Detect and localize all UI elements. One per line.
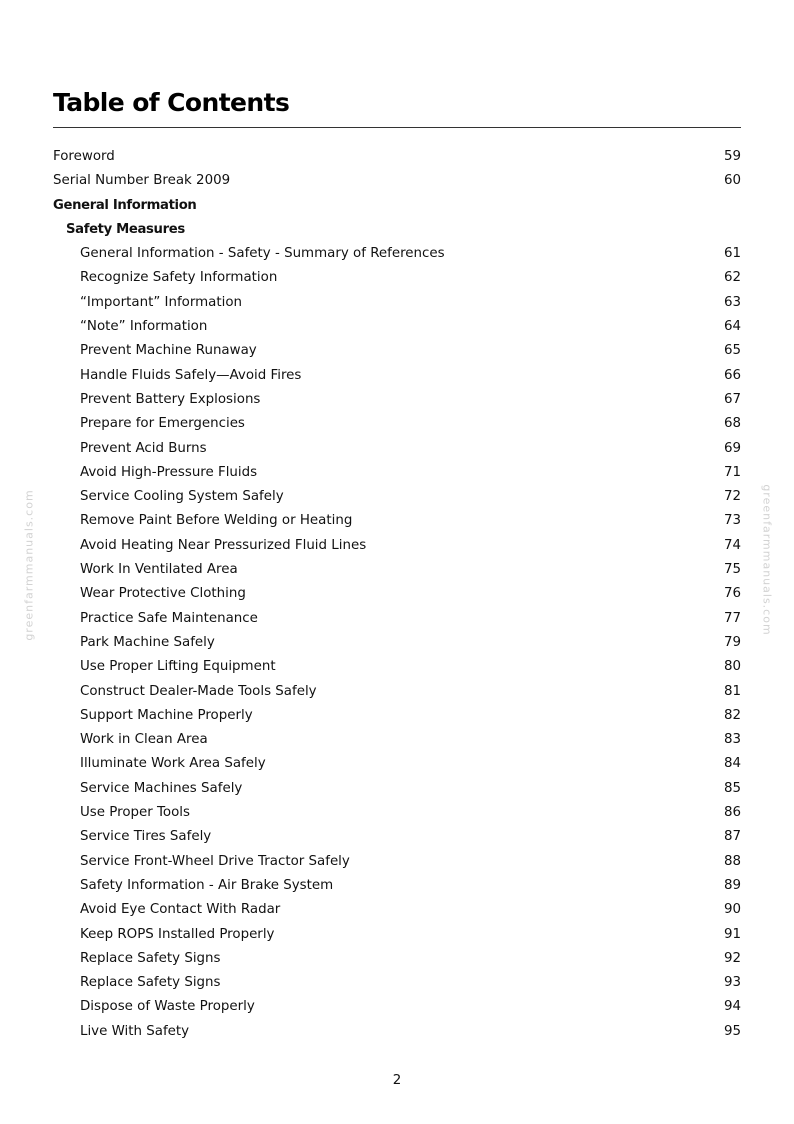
- toc-entry[interactable]: [53, 169, 741, 193]
- toc-entry-label: Prevent Acid Burns: [80, 440, 207, 456]
- toc-entry[interactable]: [53, 388, 741, 412]
- toc-entry[interactable]: [53, 728, 741, 752]
- toc-entry[interactable]: [53, 825, 741, 849]
- toc-entry[interactable]: [53, 266, 741, 290]
- toc-entry-label: Prevent Battery Explosions: [80, 391, 261, 407]
- toc-entry[interactable]: [53, 971, 741, 995]
- toc-entry-label: Keep ROPS Installed Properly: [80, 926, 275, 942]
- toc-entry[interactable]: [53, 655, 741, 679]
- toc-entry-page-number: 64: [723, 319, 741, 335]
- watermark-right: greenfarmmanuals.com: [760, 484, 774, 636]
- toc-entry-page-number: 62: [723, 270, 741, 286]
- toc-entry-page-number: 69: [723, 440, 741, 456]
- toc-entry[interactable]: [53, 291, 741, 315]
- toc-entry-label: Avoid Eye Contact With Radar: [80, 902, 281, 918]
- title-divider: [53, 127, 741, 128]
- page-title: Table of Contents: [53, 88, 290, 117]
- toc-entry-label: Replace Safety Signs: [80, 975, 221, 991]
- toc-entry-label: “Important” Information: [80, 294, 243, 310]
- toc-entry-label: Avoid Heating Near Pressurized Fluid Lines: [80, 537, 367, 553]
- toc-entry[interactable]: [53, 582, 741, 606]
- toc-entry-label: Prepare for Emergencies: [80, 416, 245, 432]
- toc-entry-label: Construct Dealer-Made Tools Safely: [80, 683, 317, 699]
- toc-entry-label: Foreword: [53, 149, 115, 164]
- toc-entry-page-number: 95: [723, 1023, 741, 1039]
- toc-entry-page-number: 74: [723, 537, 741, 553]
- toc-entry[interactable]: [53, 947, 741, 971]
- toc-entry-page-number: 88: [723, 853, 741, 869]
- toc-entry-page-number: 66: [723, 367, 741, 383]
- toc-entry[interactable]: [53, 485, 741, 509]
- toc-entry-label: Practice Safe Maintenance: [80, 610, 258, 626]
- page-number: 2: [392, 1073, 402, 1088]
- toc-entry-page-number: 61: [723, 246, 741, 262]
- toc-entry[interactable]: [53, 704, 741, 728]
- toc-entry-label: Use Proper Tools: [80, 805, 191, 821]
- toc-entry[interactable]: [53, 509, 741, 533]
- toc-entry-page-number: 67: [723, 391, 741, 407]
- toc-entry-label: General Information - Safety - Summary of References: [80, 246, 445, 262]
- toc-entry-label: Remove Paint Before Welding or Heating: [80, 513, 353, 529]
- watermark-left: greenfarmmanuals.com: [22, 489, 36, 641]
- toc-entry-page-number: 72: [723, 489, 741, 505]
- toc-list: [53, 145, 741, 1044]
- toc-entry-label: “Note” Information: [80, 319, 208, 335]
- toc-entry-label: Support Machine Properly: [80, 707, 253, 723]
- toc-entry[interactable]: [53, 534, 741, 558]
- toc-entry[interactable]: [53, 874, 741, 898]
- toc-entry-label: Service Front-Wheel Drive Tractor Safely: [80, 853, 350, 869]
- toc-entry[interactable]: [53, 680, 741, 704]
- toc-entry-page-number: 93: [723, 975, 741, 991]
- toc-entry[interactable]: [53, 364, 741, 388]
- toc-entry-label: Replace Safety Signs: [80, 950, 221, 966]
- toc-entry-page-number: 59: [723, 149, 741, 164]
- toc-entry[interactable]: [53, 461, 741, 485]
- toc-entry-label: Use Proper Lifting Equipment: [80, 659, 276, 675]
- toc-entry-page-number: 71: [723, 464, 741, 480]
- toc-entry[interactable]: [53, 242, 741, 266]
- toc-entry-label: Illuminate Work Area Safely: [80, 756, 266, 772]
- toc-entry[interactable]: [53, 412, 741, 436]
- toc-entry[interactable]: [53, 145, 741, 169]
- toc-entry-label: Serial Number Break 2009: [53, 173, 231, 189]
- toc-entry[interactable]: [53, 898, 741, 922]
- toc-entry-label: Prevent Machine Runaway: [80, 343, 257, 359]
- toc-entry[interactable]: [53, 752, 741, 776]
- toc-entry[interactable]: [53, 315, 741, 339]
- toc-entry-page-number: 80: [723, 659, 741, 675]
- toc-entry[interactable]: [53, 631, 741, 655]
- toc-entry-page-number: 73: [723, 513, 741, 529]
- toc-entry-page-number: 86: [723, 805, 741, 821]
- toc-entry-label: Wear Protective Clothing: [80, 586, 246, 602]
- toc-entry-label: Safety Information - Air Brake System: [80, 877, 334, 893]
- toc-entry-label: Handle Fluids Safely—Avoid Fires: [80, 367, 302, 383]
- toc-entry[interactable]: [53, 558, 741, 582]
- toc-entry-label: Safety Measures: [66, 221, 185, 237]
- toc-entry[interactable]: [53, 850, 741, 874]
- toc-entry[interactable]: [53, 339, 741, 363]
- toc-entry-page-number: 60: [723, 173, 741, 189]
- toc-entry-page-number: 92: [723, 950, 741, 966]
- toc-entry-label: Service Cooling System Safely: [80, 489, 284, 505]
- toc-entry[interactable]: [53, 923, 741, 947]
- toc-entry-page-number: 75: [723, 562, 741, 578]
- toc-entry-label: Service Machines Safely: [80, 780, 243, 796]
- toc-entry-label: Work In Ventilated Area: [80, 562, 238, 578]
- toc-entry-page-number: 76: [723, 586, 741, 602]
- toc-section-heading: [53, 218, 741, 242]
- toc-entry-page-number: 77: [723, 610, 741, 626]
- toc-entry-page-number: 91: [723, 926, 741, 942]
- toc-entry-page-number: 94: [723, 999, 741, 1015]
- toc-entry-page-number: 85: [723, 780, 741, 796]
- toc-entry[interactable]: [53, 437, 741, 461]
- toc-entry-label: Park Machine Safely: [80, 634, 215, 650]
- toc-entry-page-number: 83: [723, 732, 741, 748]
- toc-entry-page-number: 82: [723, 707, 741, 723]
- toc-entry-page-number: 87: [723, 829, 741, 845]
- toc-entry[interactable]: [53, 1020, 741, 1044]
- toc-entry-label: Live With Safety: [80, 1023, 190, 1039]
- toc-entry-page-number: 65: [723, 343, 741, 359]
- toc-entry-label: Recognize Safety Information: [80, 270, 278, 286]
- toc-entry-page-number: 68: [723, 416, 741, 432]
- toc-entry-page-number: 79: [723, 634, 741, 650]
- toc-entry-label: Work in Clean Area: [80, 732, 208, 748]
- toc-entry[interactable]: [53, 777, 741, 801]
- toc-entry-page-number: 89: [723, 877, 741, 893]
- toc-entry[interactable]: [53, 607, 741, 631]
- toc-entry-label: Dispose of Waste Properly: [80, 999, 255, 1015]
- toc-entry-label: Service Tires Safely: [80, 829, 212, 845]
- toc-entry-page-number: 63: [723, 294, 741, 310]
- toc-entry-label: General Information: [53, 197, 197, 213]
- toc-section-heading: [53, 194, 741, 218]
- toc-entry-page-number: 81: [723, 683, 741, 699]
- toc-entry-label: Avoid High-Pressure Fluids: [80, 464, 258, 480]
- toc-entry-page-number: 84: [723, 756, 741, 772]
- toc-entry[interactable]: [53, 995, 741, 1019]
- toc-entry[interactable]: [53, 801, 741, 825]
- toc-entry-page-number: 90: [723, 902, 741, 918]
